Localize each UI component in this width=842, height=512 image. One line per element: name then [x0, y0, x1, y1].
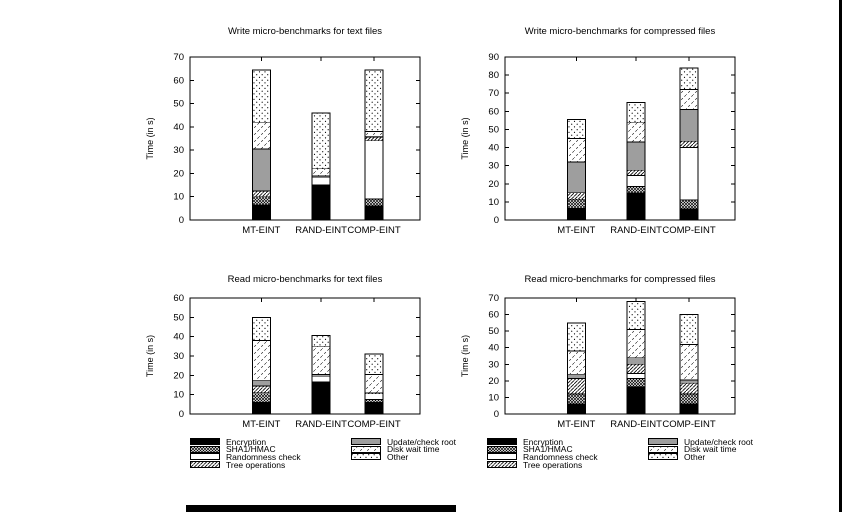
plot-border — [190, 57, 420, 220]
bar-segment-sha1-hmac — [567, 394, 585, 404]
legend-swatch-sha1-hmac — [487, 446, 517, 453]
legend-item-tree-operations — [190, 461, 325, 469]
y-tick-label: 50 — [488, 326, 499, 338]
category-label: COMP-EINT — [347, 419, 401, 430]
bar-segment-tree-operations — [627, 364, 645, 373]
bar-segment-encryption — [680, 209, 698, 220]
y-tick-label: 20 — [488, 375, 499, 387]
bar-segment-disk-wait-time — [312, 169, 330, 176]
bar-segment-encryption — [567, 404, 585, 414]
plot-border — [505, 57, 735, 220]
y-tick-label: 40 — [488, 342, 499, 354]
legend-label: Tree operations — [226, 459, 286, 470]
y-tick-label: 0 — [178, 409, 184, 420]
stacked-bar-comp-eint — [680, 68, 698, 220]
stacked-bar-rand-eint — [312, 113, 330, 220]
y-tick-label: 10 — [173, 389, 184, 401]
y-tick-label: 30 — [173, 145, 184, 157]
legend-swatch-disk-wait-time — [351, 446, 381, 453]
bar-segment-tree-operations — [680, 141, 698, 147]
legend-swatch-randomness-check — [190, 453, 220, 460]
plot-border — [505, 298, 735, 414]
bar-segment-sha1-hmac — [365, 199, 383, 206]
y-tick-label: 80 — [488, 70, 499, 82]
bar-segment-disk-wait-time — [365, 374, 383, 392]
bar-segment-update-check-root — [627, 358, 645, 365]
bar-segment-disk-wait-time — [312, 346, 330, 374]
bar-segment-tree-operations — [252, 191, 270, 197]
category-label: MT-EINT — [557, 419, 596, 430]
legend-swatch-rect — [352, 446, 381, 452]
legend-label: Encryption — [523, 436, 564, 447]
y-tick-label: 0 — [493, 409, 499, 420]
legend-label: Encryption — [226, 436, 267, 447]
category-label: COMP-EINT — [662, 225, 716, 236]
bar-segment-sha1-hmac — [627, 186, 645, 192]
legend-column — [648, 438, 753, 468]
legend-swatch-other — [351, 453, 381, 460]
bar-segment-other — [627, 301, 645, 329]
y-tick-label: 40 — [173, 331, 184, 343]
legend-swatch-rect — [488, 446, 517, 452]
legend-swatch-disk-wait-time — [648, 446, 678, 453]
legend-label: Disk wait time — [387, 444, 440, 455]
bar-segment-other — [567, 323, 585, 351]
category-label: MT-EINT — [242, 419, 281, 430]
y-tick-label: 70 — [488, 293, 499, 304]
y-tick-label: 0 — [178, 215, 184, 226]
legend-swatch-randomness-check — [487, 453, 517, 460]
legend-label: Tree operations — [523, 459, 583, 470]
chart-read-compressed-files — [455, 258, 755, 438]
legend-item-other — [648, 453, 753, 461]
legend-swatch-tree-operations — [190, 461, 220, 468]
chart-title: Read micro-benchmarks for text files — [227, 274, 383, 285]
category-label: RAND-EINT — [610, 419, 662, 430]
legend-column — [487, 438, 622, 468]
bar-segment-update-check-root — [567, 374, 585, 378]
y-tick-label: 70 — [173, 52, 184, 63]
bar-segment-sha1-hmac — [680, 394, 698, 404]
legend-label: Update/check root — [387, 436, 456, 447]
bar-segment-other — [680, 315, 698, 345]
legend-swatch-rect — [352, 439, 381, 445]
category-label: COMP-EINT — [347, 225, 401, 236]
bar-segment-other — [365, 354, 383, 374]
stacked-bar-comp-eint — [365, 70, 383, 220]
y-tick-label: 20 — [173, 370, 184, 382]
bar-segment-disk-wait-time — [252, 341, 270, 381]
y-axis-label: Time (in s) — [460, 117, 470, 160]
legend-swatch-rect — [488, 462, 517, 468]
legend-swatch-rect — [352, 454, 381, 460]
bar-segment-other — [312, 113, 330, 169]
legend-swatch-encryption — [190, 438, 220, 445]
y-tick-label: 30 — [173, 351, 184, 362]
bar-segment-other — [680, 68, 698, 90]
bar-segment-disk-wait-time — [680, 344, 698, 380]
y-tick-label: 20 — [173, 168, 184, 180]
bar-segment-encryption — [252, 402, 270, 414]
y-tick-label: 60 — [173, 293, 184, 304]
legend-swatch-rect — [649, 439, 678, 445]
bar-segment-randomness-check — [312, 376, 330, 382]
bar-segment-disk-wait-time — [567, 139, 585, 163]
bar-segment-tree-operations — [365, 137, 383, 140]
stacked-bar-comp-eint — [680, 315, 698, 414]
y-axis-label: Time (in s) — [145, 117, 155, 160]
legend-swatch-update-check-root — [351, 438, 381, 445]
legend-swatch-rect — [191, 446, 220, 452]
scan-artifact-bottom — [186, 505, 456, 512]
y-tick-label: 10 — [488, 196, 499, 208]
legend-label: Update/check root — [684, 436, 753, 447]
bar-segment-disk-wait-time — [252, 122, 270, 149]
bar-segment-other — [365, 70, 383, 132]
legend-label: Randomness check — [523, 451, 598, 462]
legend-label: Disk wait time — [684, 444, 737, 455]
y-tick-label: 30 — [488, 359, 499, 371]
y-tick-label: 50 — [488, 124, 499, 136]
legend-label: SHA1/HMAC — [523, 444, 573, 455]
legend-swatch-rect — [488, 454, 517, 460]
category-label: RAND-EINT — [295, 419, 347, 430]
bar-segment-disk-wait-time — [680, 90, 698, 110]
legend-swatch-update-check-root — [648, 438, 678, 445]
bar-segment-randomness-check — [627, 373, 645, 378]
stacked-bar-mt-eint — [252, 70, 270, 220]
y-tick-label: 60 — [488, 309, 499, 321]
bar-segment-encryption — [252, 205, 270, 220]
bar-segment-other — [567, 119, 585, 138]
legend-swatch-other — [648, 453, 678, 460]
stacked-bar-mt-eint — [567, 323, 585, 414]
legend-item-tree-operations — [487, 461, 622, 469]
bar-segment-tree-operations — [627, 170, 645, 175]
stacked-bar-mt-eint — [567, 119, 585, 220]
y-tick-label: 70 — [488, 88, 499, 100]
bar-segment-randomness-check — [365, 141, 383, 199]
chart-write-compressed-files — [455, 18, 755, 250]
bar-segment-tree-operations — [567, 378, 585, 394]
category-label: COMP-EINT — [662, 419, 716, 430]
bar-segment-disk-wait-time — [365, 132, 383, 137]
bar-segment-disk-wait-time — [627, 329, 645, 357]
stacked-bar-rand-eint — [627, 102, 645, 220]
legend-label: SHA1/HMAC — [226, 444, 276, 455]
bar-segment-update-check-root — [252, 149, 270, 191]
bar-segment-randomness-check — [627, 176, 645, 187]
legend-left — [190, 438, 456, 468]
plot-border — [190, 298, 420, 414]
bar-segment-update-check-root — [252, 380, 270, 386]
legend-swatch-sha1-hmac — [190, 446, 220, 453]
bar-segment-tree-operations — [252, 386, 270, 393]
legend-swatch-encryption — [487, 438, 517, 445]
stacked-bar-mt-eint — [252, 317, 270, 414]
bar-segment-tree-operations — [567, 193, 585, 199]
bar-segment-update-check-root — [680, 380, 698, 383]
bar-segment-sha1-hmac — [252, 197, 270, 205]
bar-segment-update-check-root — [680, 110, 698, 142]
bar-segment-encryption — [627, 193, 645, 220]
chart-read-text-files — [140, 258, 440, 438]
bar-segment-encryption — [312, 185, 330, 220]
bar-segment-sha1-hmac — [567, 199, 585, 208]
category-label: MT-EINT — [557, 225, 596, 236]
legend-label: Other — [387, 451, 409, 462]
y-tick-label: 60 — [173, 75, 184, 87]
legend-swatch-rect — [191, 462, 220, 468]
bar-segment-encryption — [365, 206, 383, 220]
bar-segment-update-check-root — [627, 142, 645, 170]
category-label: RAND-EINT — [295, 225, 347, 236]
y-tick-label: 20 — [488, 178, 499, 190]
bar-segment-encryption — [365, 402, 383, 414]
bar-segment-tree-operations — [680, 383, 698, 394]
legend-item-other — [351, 453, 456, 461]
y-tick-label: 50 — [173, 98, 184, 110]
legend-right — [487, 438, 753, 468]
y-axis-label: Time (in s) — [145, 334, 155, 378]
bar-segment-update-check-root — [567, 162, 585, 193]
legend-swatch-rect — [191, 454, 220, 460]
y-tick-label: 40 — [173, 121, 184, 133]
y-tick-label: 50 — [173, 312, 184, 324]
category-label: RAND-EINT — [610, 225, 662, 236]
legend-swatch-rect — [191, 439, 220, 445]
bar-segment-encryption — [627, 387, 645, 414]
chart-write-text-files — [140, 18, 440, 250]
bar-segment-sha1-hmac — [627, 378, 645, 386]
bar-segment-other — [252, 70, 270, 122]
bar-segment-sha1-hmac — [365, 400, 383, 403]
y-tick-label: 0 — [493, 215, 499, 226]
legend-column — [190, 438, 325, 468]
legend-label: Randomness check — [226, 451, 301, 462]
bar-segment-other — [312, 336, 330, 347]
bar-segment-other — [252, 317, 270, 340]
bar-segment-sha1-hmac — [680, 200, 698, 209]
stacked-bar-rand-eint — [312, 336, 330, 414]
bar-segment-encryption — [312, 382, 330, 414]
legend-column — [351, 438, 456, 468]
y-tick-label: 10 — [488, 392, 499, 404]
bar-segment-randomness-check — [680, 148, 698, 201]
stacked-bar-comp-eint — [365, 354, 383, 414]
stacked-bar-rand-eint — [627, 301, 645, 414]
bar-segment-encryption — [680, 404, 698, 414]
bar-segment-randomness-check — [312, 177, 330, 185]
bar-segment-sha1-hmac — [252, 394, 270, 403]
legend-swatch-rect — [649, 446, 678, 452]
legend-label: Other — [684, 451, 706, 462]
legend-swatch-rect — [649, 454, 678, 460]
bar-segment-randomness-check — [365, 394, 383, 400]
bar-segment-disk-wait-time — [627, 122, 645, 142]
chart-title: Read micro-benchmarks for compressed files — [524, 274, 716, 285]
legend-swatch-rect — [488, 439, 517, 445]
chart-title: Write micro-benchmarks for compressed files — [524, 26, 716, 37]
chart-title: Write micro-benchmarks for text files — [228, 26, 382, 37]
bar-segment-disk-wait-time — [567, 351, 585, 374]
legend-swatch-tree-operations — [487, 461, 517, 468]
category-label: MT-EINT — [242, 225, 281, 236]
y-tick-label: 30 — [488, 160, 499, 172]
bar-segment-other — [627, 102, 645, 122]
bar-segment-encryption — [567, 208, 585, 220]
y-tick-label: 60 — [488, 106, 499, 118]
y-tick-label: 40 — [488, 142, 499, 154]
y-axis-label: Time (in s) — [460, 334, 470, 378]
y-tick-label: 10 — [173, 191, 184, 203]
y-tick-label: 90 — [488, 52, 499, 63]
